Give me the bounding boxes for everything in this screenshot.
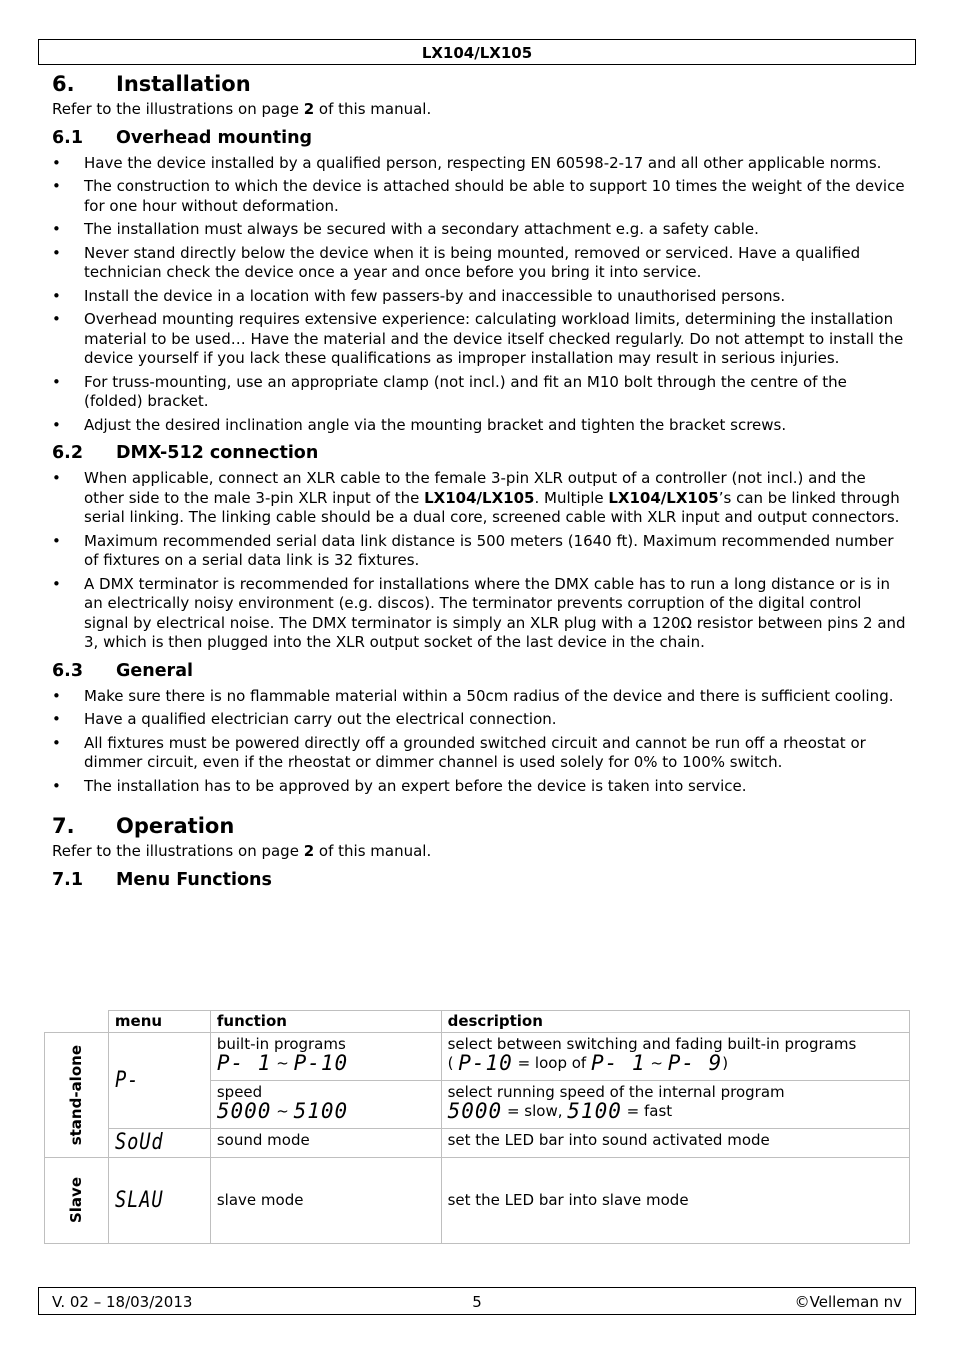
list-item-text: . Multiple [534, 488, 609, 507]
operation-intro [52, 842, 910, 862]
lcd-code: P-10 [458, 1051, 513, 1075]
bullet-icon: • [52, 469, 61, 487]
group-slave [45, 1158, 109, 1244]
lcd-code: P- 9 [667, 1051, 723, 1075]
lcd-code: 5000 [216, 1099, 272, 1123]
intro-page-ref: 2 [303, 842, 315, 860]
description-cell: set the LED bar into sound activated mode [441, 1129, 909, 1158]
range-separator: ~ [650, 1054, 663, 1072]
list-item-text: Maximum recommended serial data link distance is 500 meters (1640 ft). Maximum recommended number of fixtures on a serial data link is 32 fixtures. [84, 531, 894, 569]
section-6-3-heading [52, 660, 910, 682]
list-item [52, 532, 910, 571]
lcd-code: SLAU [114, 1187, 164, 1213]
bullet-icon: • [52, 776, 61, 795]
lcd-code: 5000 [447, 1099, 503, 1123]
bullet-icon: • [52, 574, 61, 593]
footer-page-number: 5 [472, 1293, 482, 1311]
bullet-icon: • [52, 531, 61, 550]
lcd-code: P-10 [293, 1051, 349, 1075]
footer-version: V. 02 – 18/03/2013 [52, 1293, 193, 1311]
table-header-row [45, 1011, 910, 1033]
subsection-title: Menu Functions [116, 869, 272, 890]
list-item [52, 710, 910, 730]
dmx-list [52, 469, 910, 653]
bullet-icon: • [52, 733, 61, 752]
list-item-text: For truss-mounting, use an appropriate clamp (not incl.) and fit an M10 bolt through the centre of the (folded) bracket. [84, 372, 847, 410]
function-cell: slave mode [210, 1158, 441, 1244]
intro-text: of this manual. [314, 100, 432, 118]
list-item-text: Install the device in a location with few passers-by and inaccessible to unauthorised persons. [84, 286, 786, 305]
description-text: = slow, [506, 1102, 563, 1120]
menu-code-cell [108, 1129, 210, 1158]
list-item-text: Make sure there is no flammable material within a 50cm radius of the device and there is sufficient cooling. [84, 686, 894, 705]
description-text: select between switching and fading built-in programs [447, 1035, 857, 1053]
subsection-number: 7.1 [52, 869, 84, 890]
section-6-heading [52, 70, 910, 98]
list-item [52, 220, 910, 240]
list-item-text: Never stand directly below the device when it is being mounted, removed or serviced. Have a qualified technician check the device once a year and once before you bring it into service. [84, 243, 861, 281]
section-title: Installation [116, 72, 251, 96]
lcd-code: P- 1 [590, 1051, 646, 1075]
bullet-icon: • [52, 243, 61, 262]
list-item-text: The installation has to be approved by an expert before the device is taken into service. [84, 776, 747, 795]
installation-intro [52, 100, 910, 120]
function-label: speed [216, 1083, 263, 1101]
list-item [52, 575, 910, 653]
range-separator: ~ [276, 1102, 289, 1120]
list-item [52, 687, 910, 707]
bullet-icon: • [52, 415, 61, 434]
table-header-blank [45, 1011, 109, 1033]
group-label: Slave [66, 1177, 85, 1224]
range-separator: ~ [276, 1054, 289, 1072]
section-7-heading [52, 812, 910, 840]
list-item-text: ’s can be linked through serial linking. The linking cable should be a dual core, screened cable with XLR input and output connectors. [84, 488, 900, 526]
list-item-text: Have the device installed by a qualified person, respecting EN 60598-2-17 and all other applicable norms. [84, 153, 882, 172]
list-item [52, 177, 910, 216]
list-item [52, 734, 910, 773]
menu-code-cell [108, 1158, 210, 1244]
list-item [52, 469, 910, 528]
bullet-icon: • [52, 177, 61, 195]
bullet-icon: • [52, 686, 61, 705]
list-item [52, 416, 910, 436]
section-title: Operation [116, 814, 235, 838]
description-text: ) [722, 1054, 729, 1072]
description-text: = loop of [517, 1054, 587, 1072]
subsection-number: 6.3 [52, 660, 84, 681]
function-cell [210, 1081, 441, 1129]
intro-page-ref: 2 [303, 100, 315, 118]
description-cell [441, 1033, 909, 1081]
description-text: ( [447, 1054, 454, 1072]
page-footer [38, 1287, 916, 1315]
bullet-icon: • [52, 220, 61, 238]
description-text: select running speed of the internal program [447, 1083, 785, 1101]
overhead-list [52, 154, 910, 436]
subsection-title: Overhead mounting [116, 127, 313, 148]
group-standalone [45, 1033, 109, 1158]
table-row [45, 1033, 910, 1081]
list-item-text: All fixtures must be powered directly off a grounded switched circuit and cannot be run off a rheostat or dimmer circuit, even if the rheostat or dimmer channel is used solely for 0% to 100% switch. [84, 733, 866, 771]
list-item-text: Overhead mounting requires extensive experience: calculating workload limits, determining the installation material to be used… Have the material and the device itself checked regularly. Do not attempt to install the device yourself if you lack these qualifications as improper installation may result in serious injuries. [84, 310, 904, 367]
lcd-code: 5100 [567, 1099, 622, 1123]
description-cell: set the LED bar into slave mode [441, 1158, 909, 1244]
subsection-number: 6.2 [52, 443, 84, 463]
function-cell [210, 1033, 441, 1081]
list-item [52, 154, 910, 174]
header-model: LX104/LX105 [421, 44, 533, 62]
lcd-code: 5100 [293, 1099, 349, 1123]
lcd-code: P- 1 [216, 1051, 272, 1075]
subsection-number: 6.1 [52, 127, 84, 148]
table-header-function: function [210, 1011, 441, 1033]
list-item [52, 244, 910, 283]
table-row [45, 1129, 910, 1158]
table-header-description: description [441, 1011, 909, 1033]
menu-code-cell [108, 1033, 210, 1129]
bullet-icon: • [52, 286, 61, 305]
page-header [38, 39, 916, 65]
list-item-text: The installation must always be secured with a secondary attachment e.g. a safety cable. [84, 220, 759, 238]
table-row [45, 1158, 910, 1244]
description-text: = fast [626, 1102, 673, 1120]
bullet-icon: • [52, 153, 61, 172]
group-label: stand-alone [66, 1044, 85, 1146]
footer-copyright: ©Velleman nv [794, 1293, 902, 1311]
function-label: built-in programs [216, 1035, 346, 1053]
bullet-icon: • [52, 310, 61, 328]
list-item [52, 373, 910, 412]
description-cell [441, 1081, 909, 1129]
section-number: 6. [52, 72, 75, 96]
intro-text: Refer to the illustrations on page [52, 842, 304, 860]
section-7-1-heading [52, 869, 910, 891]
list-item-text: The construction to which the device is attached should be able to support 10 times the weight of the device for one hour without deformation. [84, 177, 905, 215]
section-6-1-heading [52, 127, 910, 149]
bullet-icon: • [52, 372, 61, 391]
table-header-menu: menu [108, 1011, 210, 1033]
general-list [52, 687, 910, 797]
section-6-2-heading [52, 442, 910, 464]
lcd-code: P- [114, 1067, 140, 1093]
section-number: 7. [52, 814, 75, 838]
list-item [52, 287, 910, 307]
menu-functions-table [44, 1010, 910, 1244]
subsection-title: General [116, 660, 193, 681]
list-item-text: Adjust the desired inclination angle via the mounting bracket and tighten the bracket screws. [84, 415, 787, 434]
subsection-title: DMX-512 connection [116, 443, 319, 463]
list-item [52, 310, 910, 369]
lcd-code: SoUd [114, 1130, 164, 1155]
intro-text: of this manual. [314, 842, 432, 860]
model-ref: LX104/LX105 [608, 488, 719, 507]
function-cell: sound mode [210, 1129, 441, 1158]
page-content [52, 70, 910, 896]
list-item [52, 777, 910, 797]
intro-text: Refer to the illustrations on page [52, 100, 304, 118]
list-item-text: A DMX terminator is recommended for installations where the DMX cable has to run a long distance or is in an electrically noisy environment (e.g. discos). The terminator prevents corruption of the digital control signal by electrical noise. The DMX terminator is simply an XLR plug with a 120Ω resistor between pins 2 and 3, which is then plugged into the XLR output socket of the last device in the chain. [84, 574, 906, 651]
model-ref: LX104/LX105 [424, 488, 535, 507]
bullet-icon: • [52, 710, 61, 728]
list-item-text: Have a qualified electrician carry out the electrical connection. [84, 710, 557, 728]
list-item-text: When applicable, connect an XLR cable to the female 3-pin XLR output of a controller (not incl.) and the other side to the male 3-pin XLR input of the [84, 469, 866, 507]
